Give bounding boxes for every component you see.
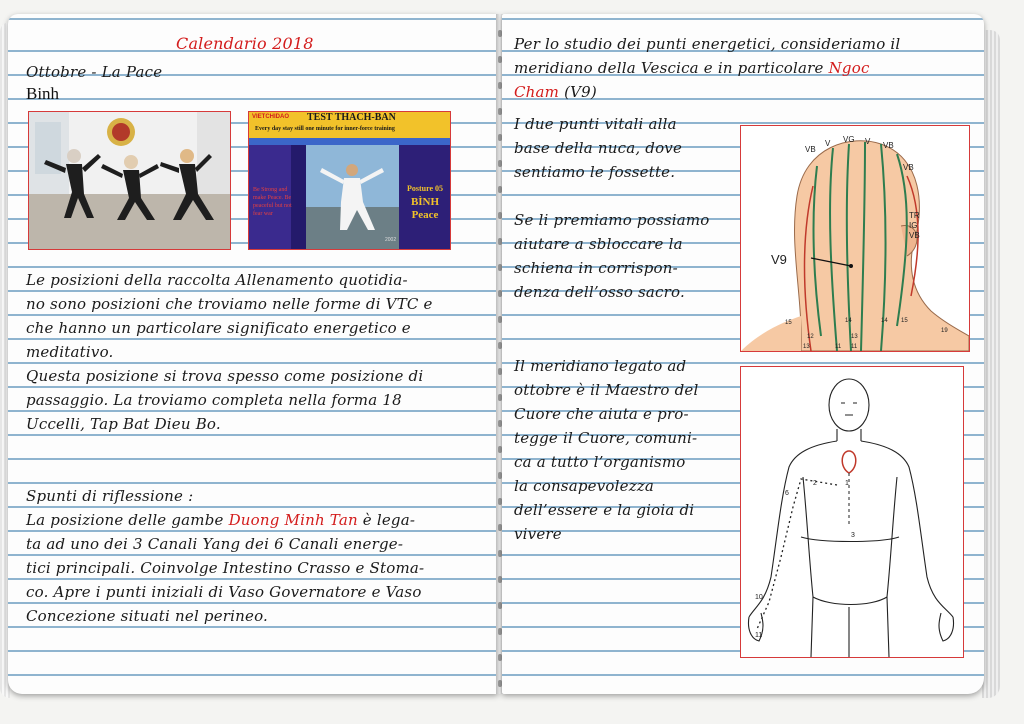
poster-name: BÌNH: [410, 196, 440, 208]
pericardium-meridian-diagram: [740, 366, 964, 658]
text-line: no sono posizioni che troviamo nelle forme di VTC e: [26, 295, 433, 313]
label-vb-right: VB: [903, 163, 914, 172]
text-line: vivere: [514, 525, 562, 543]
text-line: Se li premiamo possiamo: [514, 211, 710, 229]
ngoc-cham-term: Ngoc: [828, 59, 870, 77]
label-v9: V9: [771, 252, 787, 267]
text-segment: (V9): [559, 83, 597, 101]
point-number: 15: [901, 318, 908, 324]
text-line: ta ad uno dei 3 Canali Yang dei 6 Canali energe-: [26, 535, 404, 553]
thach-ban-poster: [248, 111, 451, 250]
point-number: 11: [835, 344, 842, 350]
duong-minh-tan-term: Duong Minh Tan: [228, 511, 358, 529]
poster-subtitle: Every day stay still one minute for inner-force training: [255, 126, 395, 132]
point-number: 11: [755, 632, 763, 639]
label-vg: VG: [843, 135, 855, 144]
poster-brand: VIETCHIDAO: [252, 114, 290, 120]
practitioners-photo: [28, 111, 231, 250]
point-number: 13: [851, 334, 858, 340]
point-number: 3: [851, 532, 855, 539]
text-line: Concezione situati nel perineo.: [26, 607, 269, 625]
text-line: tici principali. Coinvolge Intestino Crasso e Stoma-: [26, 559, 425, 577]
acupoint-description: [514, 112, 739, 304]
text-line: aiutare a sbloccare la: [514, 235, 683, 253]
point-number: 10: [755, 594, 763, 601]
ngoc-cham-term: Cham: [514, 83, 560, 101]
text-line: tegge il Cuore, comuni-: [514, 429, 698, 447]
text-line: [26, 508, 496, 532]
text-line: meditativo.: [26, 343, 114, 361]
text-line: base della nuca, dove: [514, 139, 683, 157]
poster-meaning: Peace: [411, 209, 439, 221]
text-line: Per lo studio dei punti energetici, consideriamo il: [514, 35, 901, 53]
reflection-heading: Spunti di riflessione :: [26, 487, 194, 505]
text-line: co. Apre i punti iniziali di Vaso Governatore e Vaso: [26, 583, 422, 601]
point-number: 1: [845, 480, 849, 487]
text-line: denza dell’osso sacro.: [514, 283, 685, 301]
poster-year: 2002: [385, 237, 397, 243]
paragraph-posture-collection: [26, 268, 496, 436]
text-line: ottobre è il Maestro del: [514, 381, 699, 399]
poster-title: TEST THACH-BAN: [307, 112, 396, 123]
point-number: 14: [845, 318, 852, 324]
right-page-edges: [982, 30, 1000, 698]
text-line: Il meridiano legato ad: [514, 357, 687, 375]
text-line: ca a tutto l’organismo: [514, 453, 686, 471]
reflection-paragraph: [26, 508, 496, 628]
text-line: Le posizioni della raccolta Allenamento quotidia-: [26, 271, 408, 289]
intro-paragraph: [514, 32, 984, 104]
head-meridian-diagram: [740, 125, 970, 352]
text-line: passaggio. La troviamo completa nella forma 18: [26, 391, 402, 409]
posture-name: Binh: [26, 84, 60, 103]
label-tr: TR: [909, 211, 920, 220]
text-line: Cuore che aiuta e pro-: [514, 405, 689, 423]
text-line: [514, 56, 984, 80]
text-segment: è lega-: [357, 511, 416, 529]
text-line: schiena in corrispon-: [514, 259, 678, 277]
page-title: Calendario 2018: [176, 34, 314, 53]
point-number: 11: [851, 344, 858, 350]
text-line: Questa posizione si trova spesso come posizione di: [26, 367, 424, 385]
month-heading: Ottobre - La Pace: [26, 63, 163, 81]
text-line: che hanno un particolare significato energetico e: [26, 319, 411, 337]
text-line: [514, 80, 984, 104]
text-line: la consapevolezza: [514, 477, 655, 495]
point-number: 19: [941, 328, 948, 334]
point-number: 6: [785, 490, 789, 497]
text-segment: La posizione delle gambe: [26, 511, 229, 529]
label-v-right: V: [865, 137, 871, 146]
poster-posture: Posture 05: [406, 184, 444, 193]
point-number: 15: [785, 320, 792, 326]
label-v-left: V: [825, 139, 831, 148]
point-number: 2: [813, 480, 817, 487]
point-number: 13: [803, 344, 810, 350]
text-segment: meridiano della Vescica e in particolare: [514, 59, 829, 77]
text-line: dell’essere e la gioia di: [514, 501, 695, 519]
point-number: 12: [807, 334, 814, 340]
meridian-description: [514, 354, 739, 546]
label-ig: IG: [909, 221, 918, 230]
text-line: sentiamo le fossette.: [514, 163, 676, 181]
poster-motto: Be Strong and make Peace. Be peaceful but not fear war: [253, 187, 292, 217]
label-vb-top-left: VB: [805, 145, 816, 154]
text-line: Uccelli, Tap Bat Dieu Bo.: [26, 415, 221, 433]
label-vb-lower: VB: [909, 231, 920, 240]
text-line: [514, 184, 739, 208]
label-vb-top-right: VB: [883, 141, 894, 150]
text-line: I due punti vitali alla: [514, 115, 677, 133]
point-number: 14: [881, 318, 888, 324]
